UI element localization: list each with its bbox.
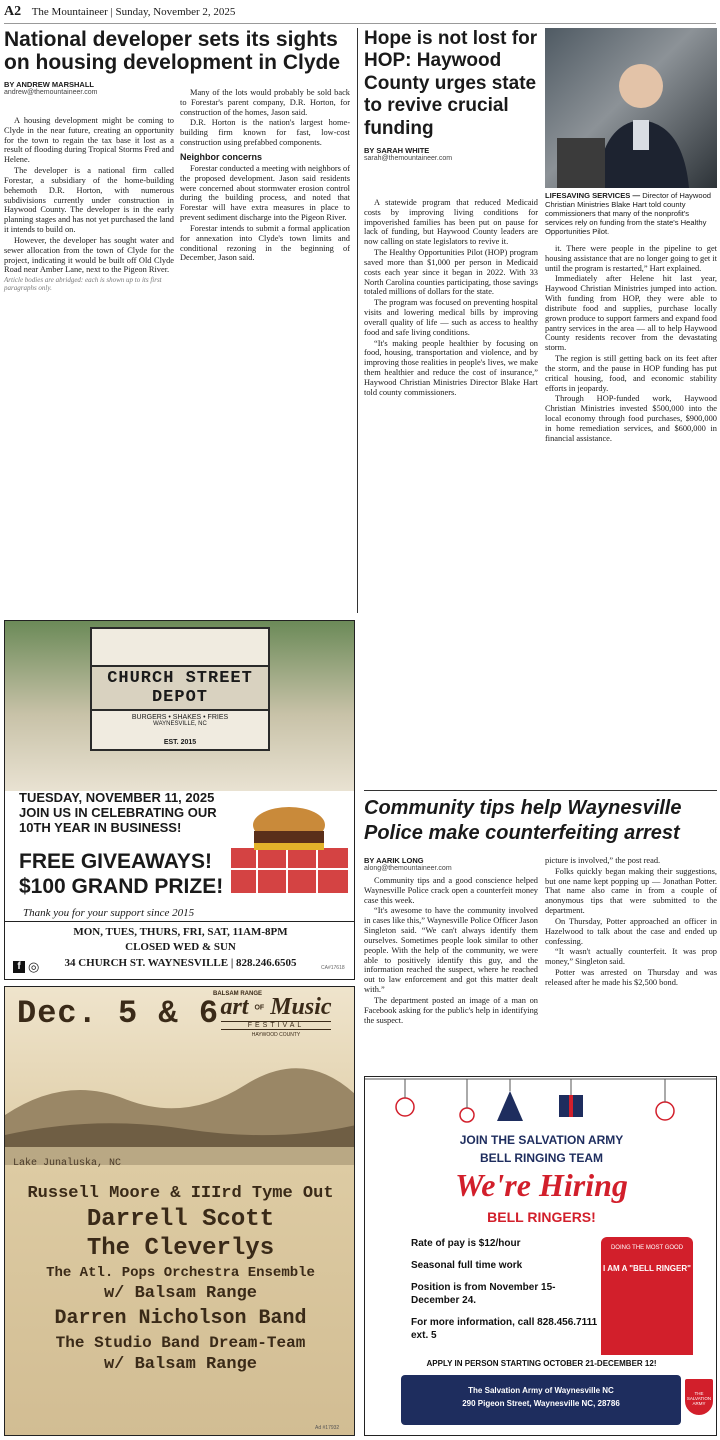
event-celebrate: JOIN US IN CELEBRATING OUR 10TH YEAR IN BUSINESS! [19,804,217,835]
ad-art-of-music[interactable] [4,986,355,1436]
depot-name: CHURCH STREET DEPOT [92,665,268,711]
byline-email[interactable]: andrew@themountaineer.com [4,89,98,97]
sa-team: BELL RINGING TEAM [479,1151,604,1165]
logo-of: OF [254,1004,265,1012]
paragraph: The region is still getting back on its feet after the storm, and the pause in HOP funding has put critical housing, food, and economic stability efforts in jeopardy. [545,354,717,393]
depot-promo [19,849,259,899]
sa-addr: 290 Pigeon Street, Waynesville NC, 28786 [462,1399,620,1408]
paragraph: “It's awesome to have the community involved in cases like this,” Waynesville Police Officer Jason Singleton said. “We can't always identify them ourselves. Sometimes people look similar to other people. With the help of the community, we were able to positively identify this guy, and the information reached the suspect, where he reached out to law enforcement and got this matter dealt with.” [364,906,538,995]
depot-tagline: BURGERS • SHAKES • FRIES [131,714,229,721]
article-hop-col1 [364,198,538,399]
article-counterfeit [364,796,717,846]
paragraph: “It wasn't actually counterfeit. It was prop money,” Singleton said. [545,947,717,967]
paragraph: Immediately after Helene hit last year, Haywood Christian Ministries jumped into action. With funding from HOP, they were able to distribute food and supplies, purchase locally grown produce to support farmers and expand food pantry services in the area — all to help Haywood County residents recover from the devastating storm. [545,274,717,353]
sa-position: Position is from November 15-December 24. [411,1282,556,1306]
shield-text: THE SALVATION ARMY [686,1391,712,1406]
logo-title-a: art [220,994,249,1020]
promo-giveaways: FREE GIVEAWAYS! [19,850,212,873]
depot-est: EST. 2015 [163,739,197,746]
paragraph: The program was focused on preventing hospital visits and lowering medical bills by improving overall quality of life — such as access to healthy food and safe living conditions. [364,298,538,337]
festival-lineup [5,1183,355,1376]
act: The Cleverlys [86,1234,275,1262]
logo-county: HAYWOOD COUNTY [251,1031,301,1038]
event-date: TUESDAY, NOVEMBER 11, 2025 [19,790,215,805]
paragraph: A housing development might be coming to Clyde in the near future, creating an opportunity for the town to regain the tax base it lost as a result of flooding during Tropical Storms Fred and Helene. [4,116,174,165]
depot-hours [5,925,355,971]
paragraph: The Healthy Opportunities Pilot (HOP) program saved more than $1,000 per person in Medicaid costs each year since it began in 2022. With 33 North Carolina counties participating, those savings totaled millions of dollars for the state. [364,248,538,297]
promo-prize: $100 GRAND PRIZE! [19,875,224,899]
photo-caption [545,191,717,237]
apron-slogan: I AM A "BELL RINGER" [603,1264,691,1274]
page-number: A2 [4,4,22,19]
paragraph: it. There were people in the pipeline to get housing assistance that are no longer going to get it until the program is restarted,” Hart explained. [545,244,717,273]
issue-date: Sunday, November 2, 2025 [115,6,236,18]
paragraph: Folks quickly began making their suggestions, but one name kept popping up — Jonathan Potter. That name also came in from a couple of anonymous tips that were submitted to the department. [545,866,717,916]
sa-bell-ringers: BELL RINGERS! [487,1209,596,1225]
caption-text: Director of Haywood Christian Ministries Blake Hart told county commissioners that many of the nonprofit's services rely on funding from the state's Healthy Opportunities Pilot. [545,191,712,237]
paper-name: The Mountaineer [31,6,108,18]
paragraph: A statewide program that reduced Medicaid costs by improving living conditions for impoverished families has been put on pause for lack of funding, but Haywood County leaders are now calling on state legislators to revive it. [364,198,538,247]
sa-info[interactable]: For more information, call 828.456.7111 ext. 5 [411,1317,598,1341]
headline-counterfeit: Community tips help Waynesville Police make counterfeiting arrest [364,797,682,844]
depot-event [19,791,219,836]
sa-details [411,1237,601,1342]
logo-brand: BALSAM RANGE [213,991,262,997]
depot-town: WAYNESVILLE, NC [153,721,207,727]
paragraph: Through HOP-funded work, Haywood Christian Ministries invested $500,000 into the local economy through food purchases, $900,000 in home remediation services, and $600,000 in financial assistance. [545,394,717,443]
act: Darrell Scott [86,1205,275,1233]
paragraph: The department posted an image of a man on Facebook asking for the public's help in identifying the suspect. [364,995,538,1025]
article-hop [364,28,539,162]
article-housing [4,28,349,96]
facebook-icon[interactable]: f [13,961,25,973]
paragraph: The developer is a national firm called Forestar, a subsidiary of the home-building behemoth D.R. Horton, with numerous subdivisions currently under construction in Haywood County. The developer is in the early planning stages and has not yet purchased the land it intends to build on. [4,166,174,235]
byline: BY AARIK LONG [364,856,424,865]
depot-address: 34 CHURCH ST. WAYNESVILLE | 828.246.6505 [64,956,297,969]
paragraph: Community tips and a good conscience helped Waynesville Police crack open a counterfeit money case this week. [364,876,538,905]
paragraph: On Thursday, Potter approached an officer in Hazelwood to talk about the case and ended up confessing. [545,916,717,946]
festival-location: Lake Junaluska, NC [13,1158,122,1169]
headline-hop: Hope is not lost for HOP: Haywood County urges state to revive crucial funding [364,28,538,139]
paragraph: Many of the lots would probably be sold back to Forestar's parent company, D.R. Horton, for construction of the homes, Jason said. [180,88,350,117]
article-counterfeit-col2 [545,856,717,989]
photo-blake-hart [545,28,717,188]
apron-text: DOING THE MOST GOOD [610,1245,684,1251]
act: The Studio Band Dream-Team [55,1334,306,1353]
festival-logo [201,991,351,1038]
logo-title-b: Music [270,994,332,1020]
ad-code: Ad #17932 [315,1425,340,1431]
byline-email[interactable]: sarah@themountaineer.com [364,155,453,163]
paragraph: Forestar conducted a meeting with neighbors of the proposed development. Jason said residents were concerned about stormwater erosion control during the building process, and noted that Forestar will have extra measures in place to prevent sediment discharge into the Pigeon River. [180,163,351,223]
sa-seasonal: Seasonal full time work [411,1260,523,1271]
depot-sign [90,627,270,751]
sa-apply: APPLY IN PERSON STARTING OCTOBER 21-DECEMBER 12! [426,1359,657,1368]
paragraph: Forestar intends to submit a formal application for annexation into Clyde's town limits and conditional rezoning in the beginning of December, Jason said. [180,223,350,263]
act: w/ Balsam Range [103,1355,258,1375]
headline-housing: National developer sets its sights on housing development in Clyde [4,28,341,75]
byline-email[interactable]: along@themountaineer.com [364,865,452,872]
burger-icon [227,789,352,899]
article-counterfeit-col1 [364,856,538,1026]
act: w/ Balsam Range [103,1284,258,1304]
person-photo-icon [545,28,717,188]
ad-church-street-depot[interactable] [4,620,355,980]
sa-apron [601,1237,693,1355]
article-housing-col1 [4,116,174,292]
instagram-icon[interactable]: ◎ [28,959,40,974]
ad-salvation-army[interactable] [364,1076,717,1436]
salvation-army-shield-icon [683,1377,715,1417]
act: Russell Moore & IIIrd Tyme Out [27,1184,334,1203]
paragraph: Potter was arrested on Thursday and was released after he made his $2,500 bond. [545,968,717,987]
logo-festival: FESTIVAL [221,1021,331,1030]
subhead-neighbor: Neighbor concerns [180,151,263,162]
act: The Atl. Pops Orchestra Ensemble [46,1264,315,1281]
sa-address-box [401,1375,681,1425]
byline: BY SARAH WHITE [364,146,430,156]
paragraph: “It's making people healthier by focusing on food, housing, transportation and violence, and by improving those realities in people's lives, we make them healthier and reduce the cost of insurance,” Haywood Christian Ministries Director Blake Hart told county commissioners. [364,338,538,397]
ornament-garland-icon [365,1077,717,1125]
paragraph: D.R. Horton is the nation's largest home-building firm known for fast, low-cost construction using prefabbed components. [180,118,350,148]
ad-divider [5,921,355,922]
folio: A2 The Mountaineer | Sunday, November 2, 2025 [4,4,716,24]
festival-dates: Dec. 5 & 6 [17,995,220,1032]
depot-thanks: Thank you for your support since 2015 [23,907,195,919]
sa-join: JOIN THE SALVATION ARMY [459,1133,624,1147]
paragraph: picture is involved,” the post read. [545,856,661,865]
byline: BY ANDREW MARSHALL [4,80,94,90]
ad-code: CA#17618 [321,965,345,971]
lake-landscape-icon [5,1055,355,1165]
sa-hiring: We're Hiring [455,1167,628,1203]
caption-lead: LIFESAVING SERVICES — [545,191,641,200]
section-rule [364,790,717,791]
hours-closed: CLOSED WED & SUN [125,941,236,954]
article-hop-col2 [545,244,717,445]
article-housing-col2 [180,88,350,264]
hours-open: MON, TUES, THURS, FRI, SAT, 11AM-8PM [73,926,288,938]
act: Darren Nicholson Band [54,1307,307,1331]
abridged-note: Article bodies are abridged: each is shown up to its first paragraphs only. [4,276,162,293]
sa-org: The Salvation Army of Waynesville NC [468,1386,614,1395]
paragraph: However, the developer has sought water and sewer allocation from the town of Clyde for the project, indicating it would be built off Old Clyde Road near Amber Lane, next to the Pigeon River. [4,235,174,275]
column-rule [357,28,358,613]
sa-rate: Rate of pay is $12/hour [411,1238,521,1249]
